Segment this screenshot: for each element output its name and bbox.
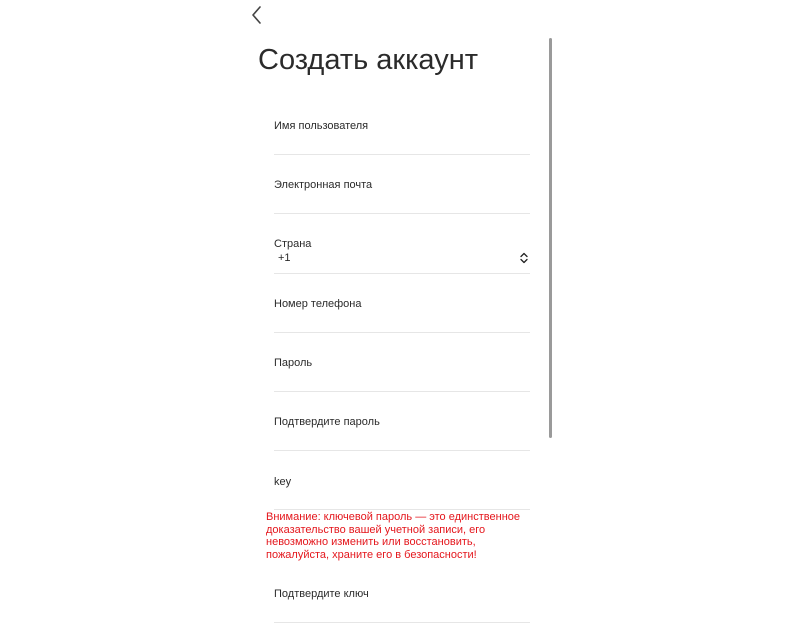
country-code-value: +1 (278, 252, 291, 264)
phone-input[interactable] (274, 314, 530, 330)
country-select[interactable] (274, 232, 530, 274)
confirm-password-field[interactable] (274, 409, 530, 451)
confirm-key-label: Подтвердите ключ (274, 588, 369, 600)
password-input[interactable] (274, 373, 530, 389)
username-label: Имя пользователя (274, 120, 369, 132)
scrollbar[interactable] (549, 38, 552, 438)
confirm-password-input[interactable] (274, 432, 530, 448)
phone-field[interactable] (274, 291, 530, 333)
key-warning-text: Внимание: ключевой пароль — это единственное доказательство вашей учетной записи, его невозможно изменить или восстановить, пожалуйста, храните его в безопасности! (266, 511, 520, 561)
email-field[interactable] (274, 172, 530, 214)
phone-label: Номер телефона (274, 298, 362, 310)
key-field[interactable] (274, 469, 530, 510)
page-title: Создать аккаунт (258, 44, 479, 76)
username-input[interactable] (274, 136, 530, 152)
back-button[interactable] (249, 4, 267, 26)
confirm-key-input[interactable] (274, 604, 530, 620)
password-label: Пароль (274, 357, 313, 369)
password-field[interactable] (274, 350, 530, 392)
chevron-left-icon (249, 4, 267, 26)
confirm-key-field[interactable] (274, 581, 530, 623)
email-input[interactable] (274, 195, 530, 211)
chevron-up-down-icon (520, 251, 528, 263)
username-field[interactable] (274, 113, 530, 155)
key-label: key (274, 476, 292, 488)
key-input[interactable] (274, 491, 530, 507)
confirm-password-label: Подтвердите пароль (274, 416, 380, 428)
country-label: Страна (274, 238, 312, 250)
email-label: Электронная почта (274, 179, 373, 191)
